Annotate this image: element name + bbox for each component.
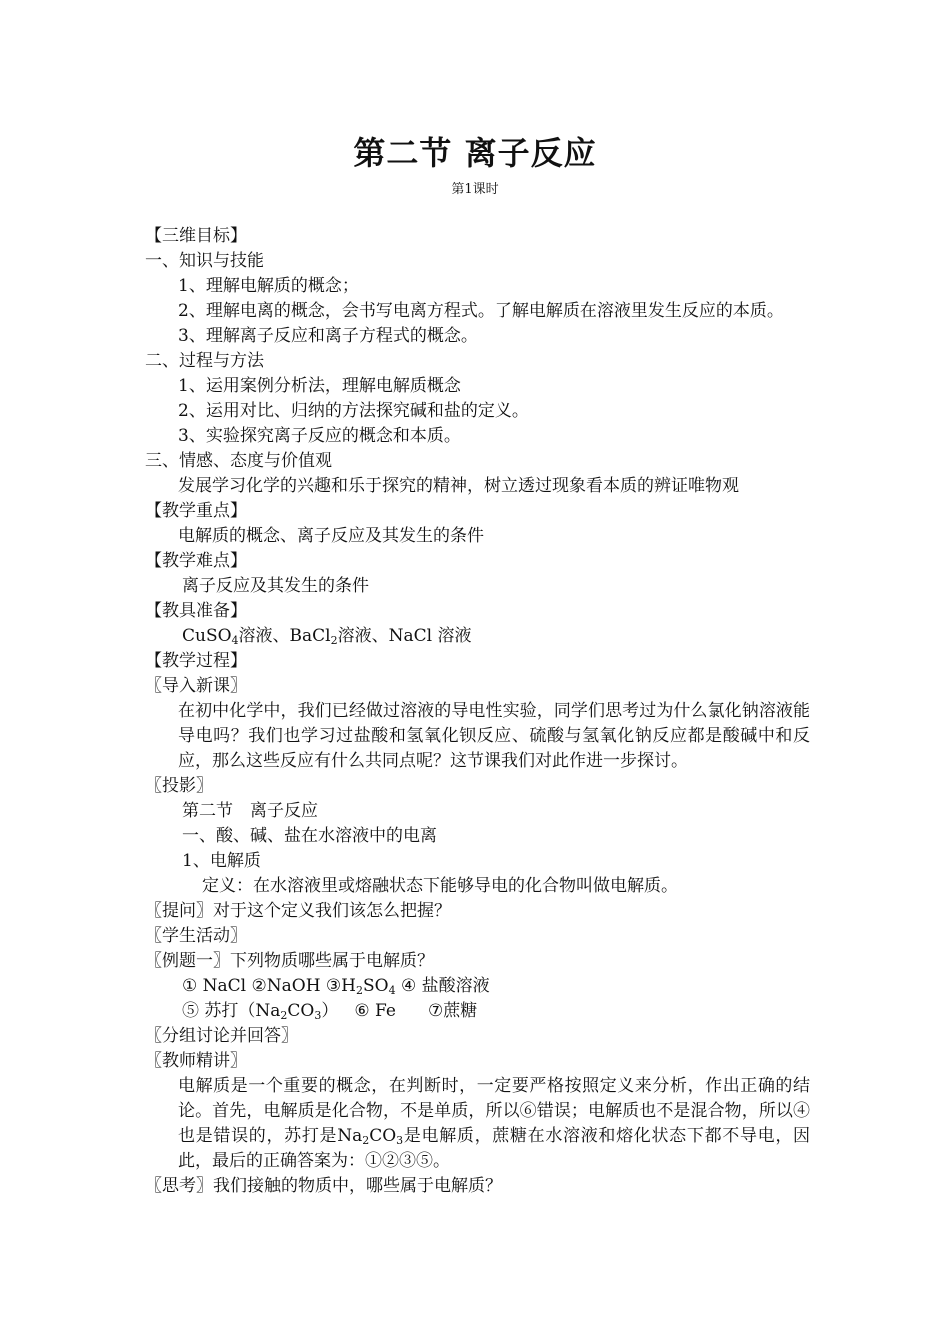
projection-tag: 〖投影〗 — [145, 776, 213, 796]
group-discussion: 〖分组讨论并回答〗 — [145, 1026, 298, 1046]
knowledge-item: 1、理解电解质的概念； — [178, 276, 359, 296]
definition-text: 定义：在水溶液里或熔融状态下能够导电的化合物叫做电解质。 — [202, 876, 678, 896]
knowledge-item: 3、理解离子反应和离子方程式的概念。 — [178, 326, 478, 346]
projection-item: 1、电解质 — [182, 851, 261, 871]
example-options-row-1: ① NaCl ②NaOH $③H_2SO_4$ ④ 盐酸溶液 — [182, 976, 490, 997]
materials-list: CuSO$_4$溶液、BaCl$_2$溶液、NaCl 溶液 — [182, 626, 472, 647]
teacher-explanation-tag: 〖教师精讲〗 — [145, 1051, 247, 1071]
think-question: 〖思考〗我们接触的物质中，哪些属于电解质？ — [145, 1176, 502, 1196]
page-title: 第二节 离子反应 — [353, 134, 597, 172]
difficult-point-text: 离子反应及其发生的条件 — [182, 576, 369, 596]
section-knowledge: 一、知识与技能 — [145, 251, 264, 271]
document-body — [145, 224, 810, 1199]
question-text: 〖提问〗对于这个定义我们该怎么把握？ — [145, 901, 451, 921]
knowledge-item: 2、理解电离的概念，会书写电离方程式。了解电解质在溶液里发生反应的本质。 — [178, 301, 784, 321]
process-item: 2、运用对比、归纳的方法探究碱和盐的定义。 — [178, 401, 529, 421]
values-text: 发展学习化学的兴趣和乐于探究的精神，树立透过现象看本质的辨证唯物观 — [178, 476, 739, 496]
intro-text: 在初中化学中，我们已经做过溶液的导电性实验，同学们思考过为什么氯化钠溶液能导电吗？我们也学习过盐酸和氢氧化钡反应、硫酸与氢氧化钠反应都是酸碱中和反应，那么这些反应有什么共同点呢？这节课我们对此作进一步探讨。 — [178, 701, 810, 771]
intro-tag: 〖导入新课〗 — [145, 676, 247, 696]
projection-title: 第二节 离子反应 — [182, 801, 318, 821]
key-point-text: 电解质的概念、离子反应及其发生的条件 — [178, 526, 484, 546]
section-values: 三、情感、态度与价值观 — [145, 451, 332, 471]
lesson-period: 第1课时 — [451, 182, 499, 197]
key-point-heading: 【教学重点】 — [145, 501, 247, 521]
process-heading: 【教学过程】 — [145, 651, 247, 671]
student-activity: 〖学生活动〗 — [145, 926, 247, 946]
objectives-heading: 【三维目标】 — [145, 226, 247, 246]
process-item: 1、运用案例分析法，理解电解质概念 — [178, 376, 461, 396]
process-item: 3、实验探究离子反应的概念和本质。 — [178, 426, 461, 446]
materials-heading: 【教具准备】 — [145, 601, 247, 621]
example-question: 〖例题一〗下列物质哪些属于电解质？ — [145, 951, 434, 971]
section-process: 二、过程与方法 — [145, 351, 264, 371]
difficult-point-heading: 【教学难点】 — [145, 551, 247, 571]
example-options-row-2: ⑤ 苏打$(Na_2CO_3)$ ⑥ Fe ⑦蔗糖 — [182, 1001, 478, 1022]
projection-subtitle: 一、酸、碱、盐在水溶液中的电离 — [182, 826, 437, 846]
teacher-explanation-text: 电解质是一个重要的概念，在判断时，一定要严格按照定义来分析，作出正确的结论。首先，电解质是化合物，不是单质，所以⑥错误；电解质也不是混合物，所以④也是错误的，苏打是$Na_2CO_3$是电解质，蔗糖在水溶液和熔化状态下都不导电，因此，最后的正确答案为：①②③⑤。 — [178, 1076, 811, 1171]
